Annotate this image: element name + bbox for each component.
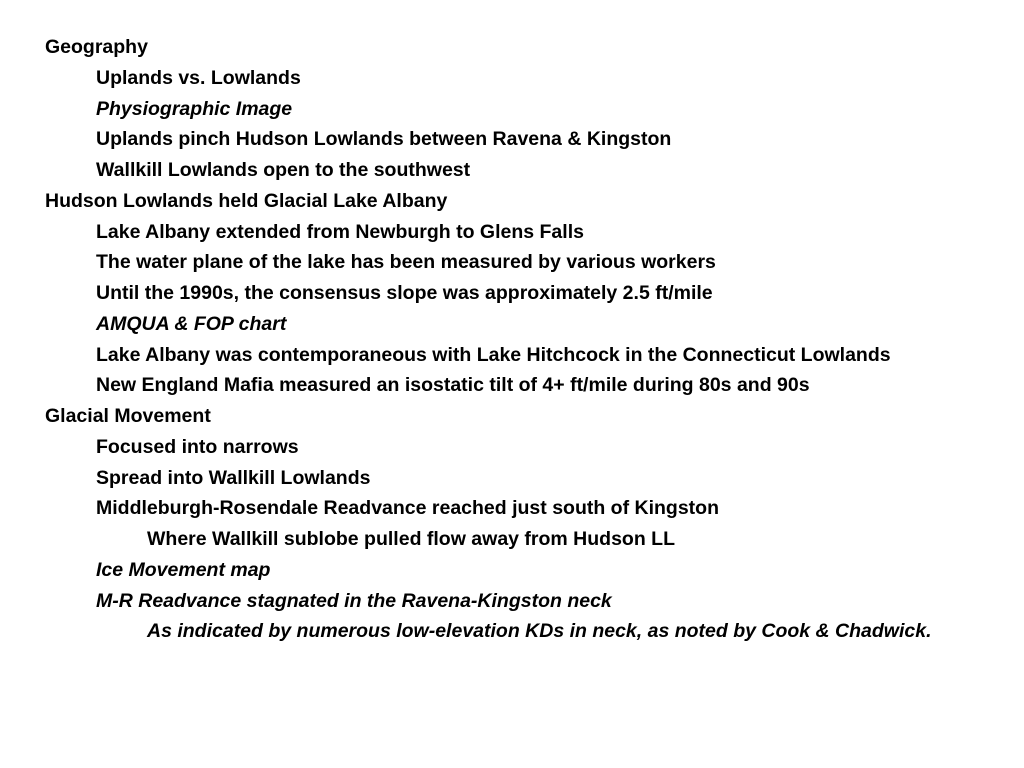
item-focused-narrows: Focused into narrows xyxy=(96,435,299,458)
heading-geography: Geography xyxy=(45,36,148,58)
link-physiographic-image[interactable]: Physiographic Image xyxy=(96,97,293,120)
item-lake-hitchcock: Lake Albany was contemporaneous with Lake Hitchcock in the Connecticut Lowlands xyxy=(96,343,891,366)
heading-lake-albany: Hudson Lowlands held Glacial Lake Albany xyxy=(45,189,448,212)
item-lake-albany-extent: Lake Albany extended from Newburgh to Glens Falls xyxy=(96,220,584,243)
item-isostatic-tilt: New England Mafia measured an isostatic tilt of 4+ ft/mile during 80s and 90s xyxy=(96,374,810,397)
item-wallkill-sublobe: Where Wallkill sublobe pulled flow away from Hudson LL xyxy=(147,528,675,550)
item-uplands-pinch: Uplands pinch Hudson Lowlands between Ravena & Kingston xyxy=(96,128,672,151)
link-amqua-fop-chart[interactable]: AMQUA & FOP chart xyxy=(96,312,287,335)
item-consensus-slope: Until the 1990s, the consensus slope was approximately 2.5 ft/mile xyxy=(96,282,713,304)
item-spread-wallkill: Spread into Wallkill Lowlands xyxy=(96,466,371,489)
item-uplands-vs-lowlands: Uplands vs. Lowlands xyxy=(96,66,301,89)
slide-outline xyxy=(45,32,1020,647)
link-ice-movement-map[interactable]: Ice Movement map xyxy=(96,558,271,581)
item-kds-neck: As indicated by numerous low-elevation KDs in neck, as noted by Cook & Chadwick. xyxy=(147,620,932,643)
item-mr-stagnated: M-R Readvance stagnated in the Ravena-Kingston neck xyxy=(96,589,612,612)
item-water-plane: The water plane of the lake has been measured by various workers xyxy=(96,251,716,274)
heading-glacial-movement: Glacial Movement xyxy=(45,405,211,427)
item-wallkill-open: Wallkill Lowlands open to the southwest xyxy=(96,159,471,181)
item-mr-readvance: Middleburgh-Rosendale Readvance reached just south of Kingston xyxy=(96,497,719,520)
